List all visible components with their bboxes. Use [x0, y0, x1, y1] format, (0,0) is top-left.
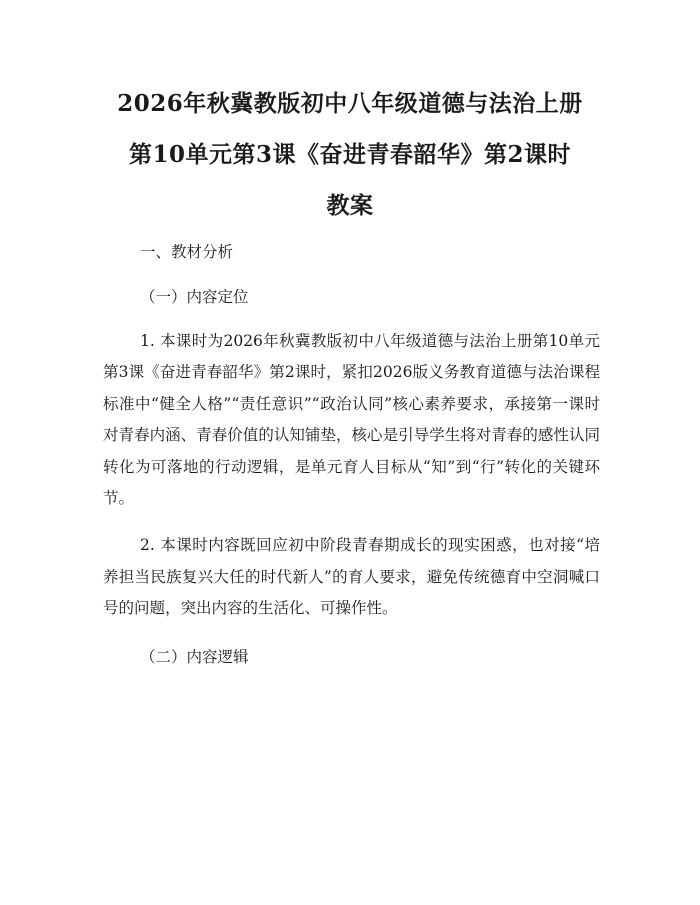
title-line-3: 教案 — [326, 192, 374, 219]
document-body — [103, 236, 600, 673]
paragraph-1: 1. 本课时为2026年秋冀教版初中八年级道德与法治上册第10单元第3课《奋进青春韶华》第2课时，紧扣2026版义务教育道德与法治课程标准中“健全人格”“责任意识”“政治认同”核心素养要求，承接第一课时对青春内涵、青春价值的认知铺垫，核心是引导学生将对青春的感性认同转化为可落地的行动逻辑，是单元育人目标从“知”到“行”转化的关键环节。 — [103, 332, 600, 508]
document-title — [0, 78, 700, 231]
section-heading-textbook-analysis: 一、教材分析 — [140, 243, 234, 261]
title-line-2: 第10单元第3课《奋进青春韶华》第2课时 — [128, 141, 571, 168]
title-line-1: 2026年秋冀教版初中八年级道德与法治上册 — [117, 90, 583, 117]
subsection-heading-content-positioning: （一）内容定位 — [140, 288, 249, 306]
subsection-heading-content-logic: （二）内容逻辑 — [140, 647, 249, 666]
paragraph-2: 2. 本课时内容既回应初中阶段青春期成长的现实困惑，也对接“培养担当民族复兴大任的时代新人”的育人要求，避免传统德育中空洞喊口号的问题，突出内容的生活化、可操作性。 — [103, 536, 600, 618]
